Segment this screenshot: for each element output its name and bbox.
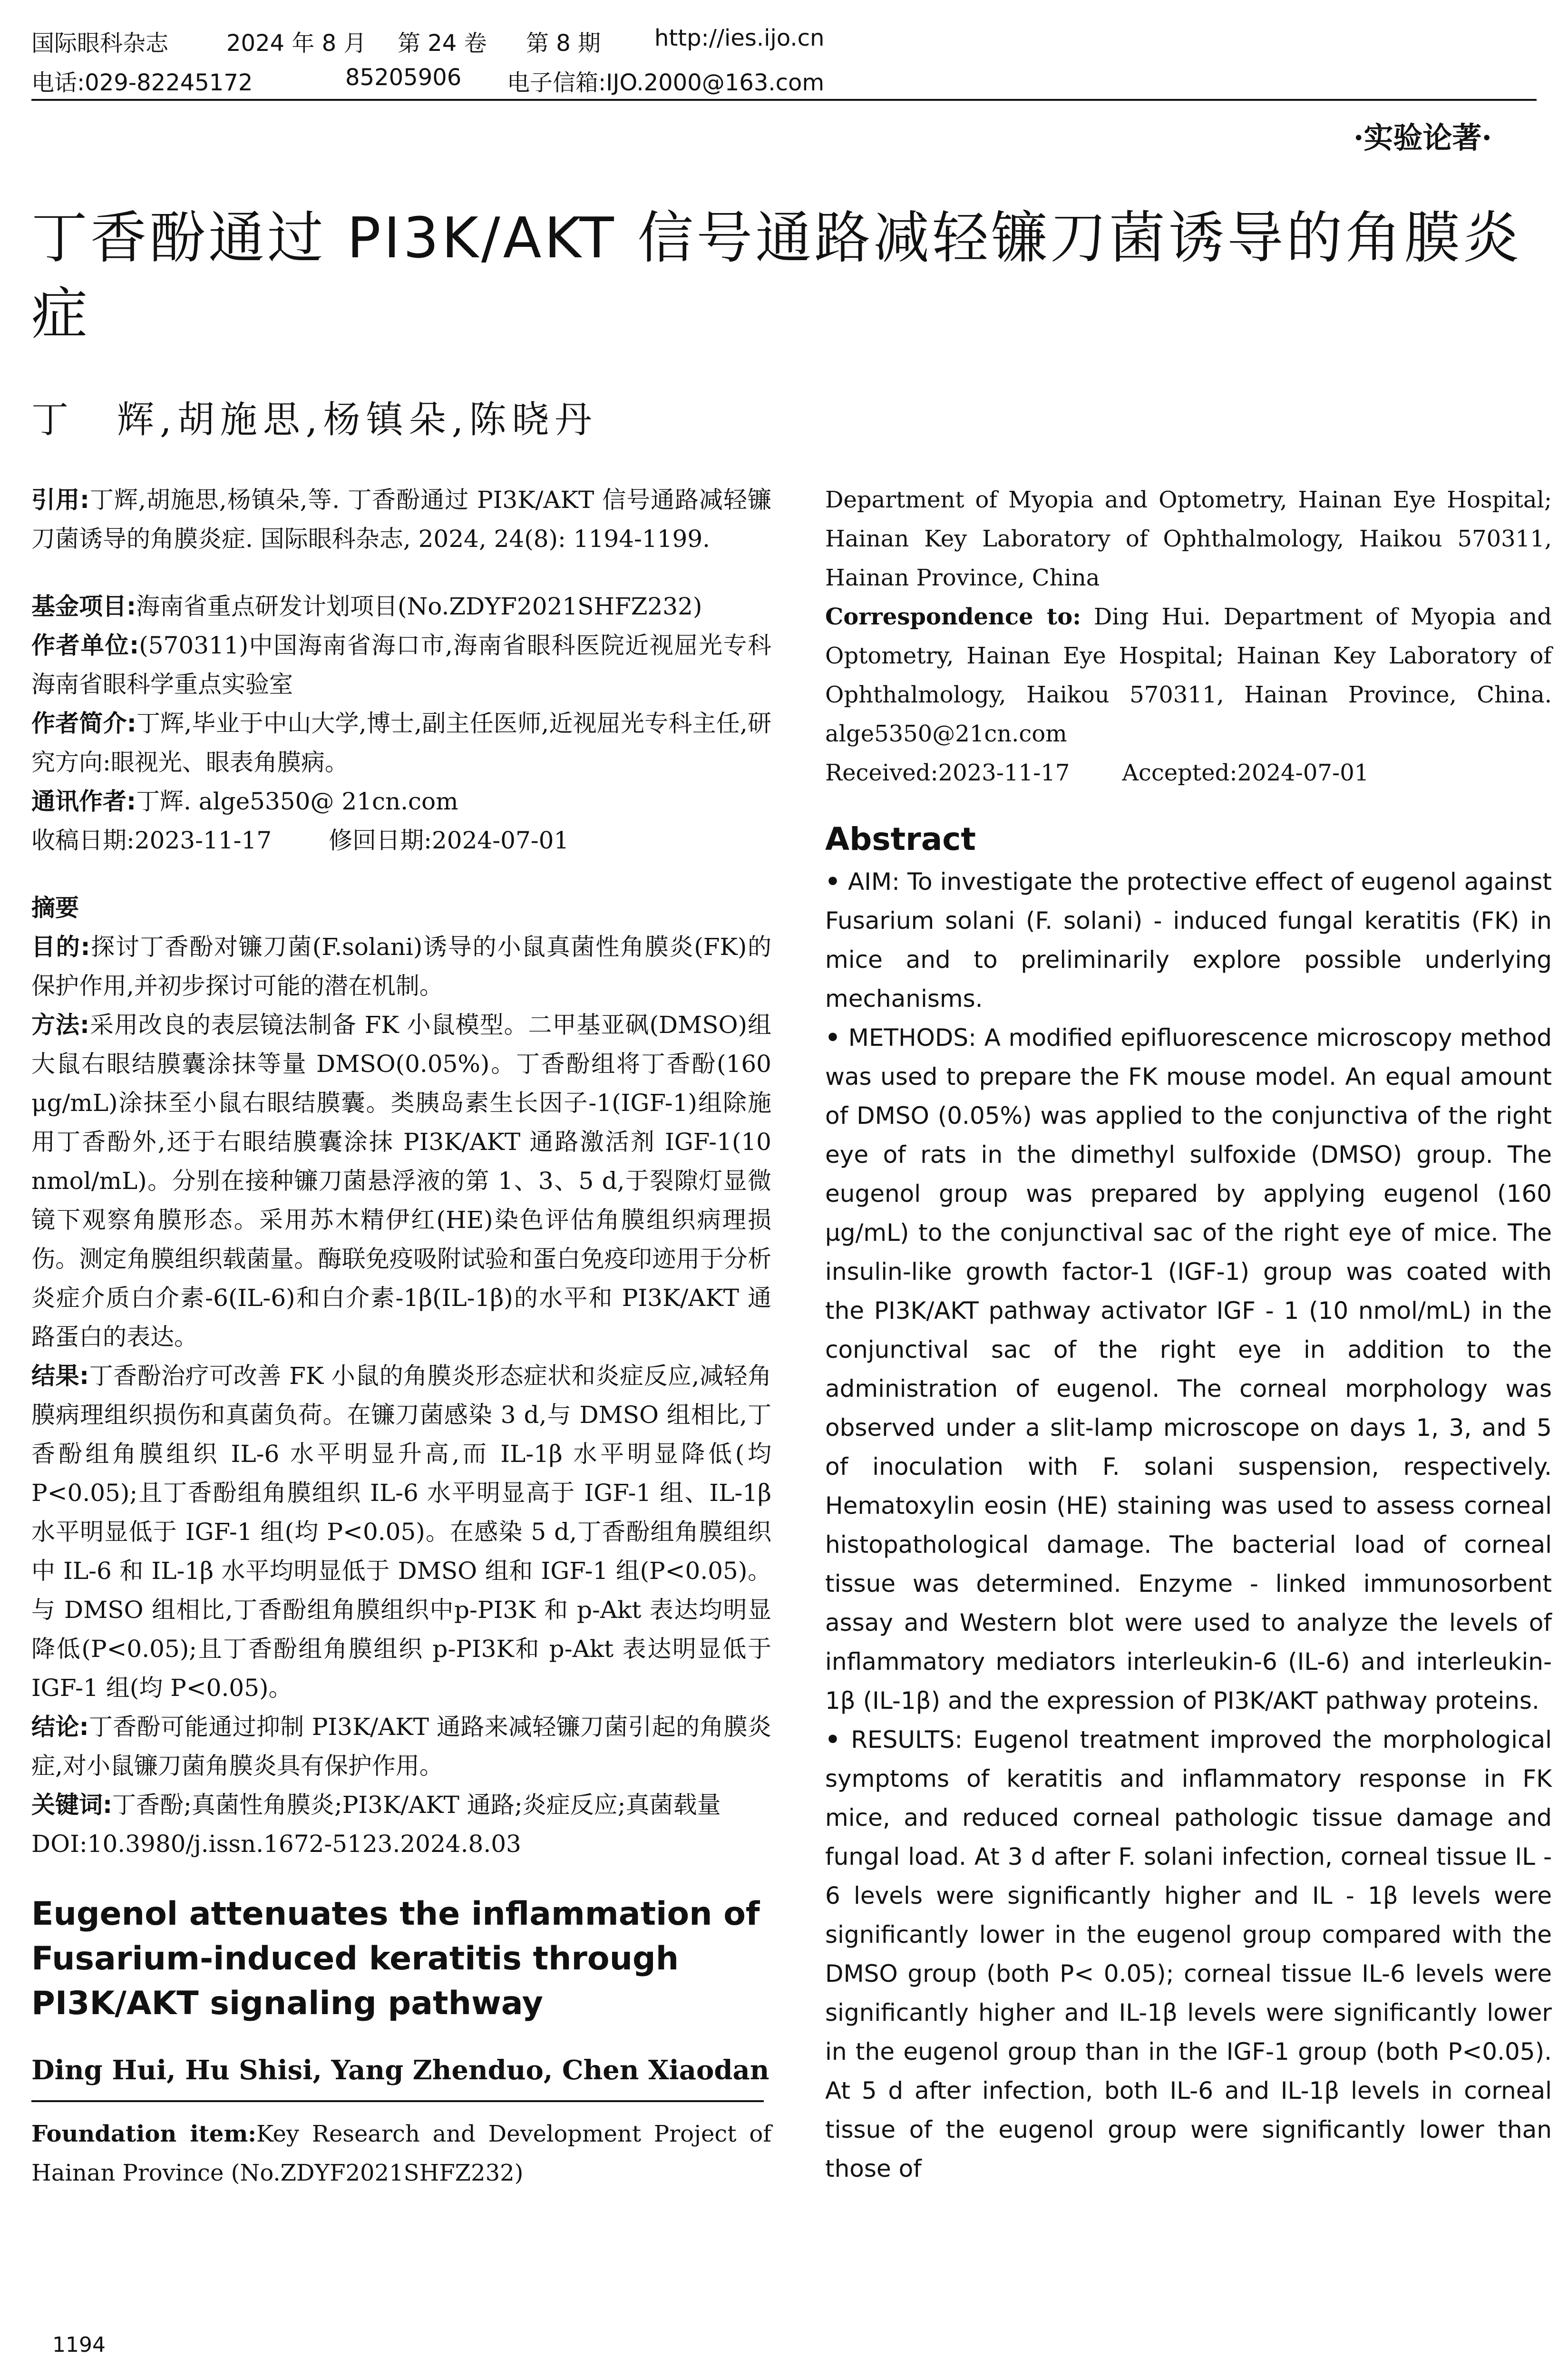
correspondence-en: Correspondence to: Ding Hui. Department of Myopia and Optometry, Hainan Eye Hospital; Hainan Key Laboratory of Ophthalmology, Haikou 570311, Hainan Province, China. alge5350@21cn.com [825,604,1552,747]
dates-cn: 收稿日期:2023-11-17 修回日期:2024-07-01 [31,827,569,854]
citation: 引用:丁辉,胡施思,杨镇朵,等. 丁香酚通过 PI3K/AKT 信号通路减轻镰刀菌诱导的角膜炎症. 国际眼科杂志, 2024, 24(8): 1194-1199. [31,486,771,553]
bullet-icon: • [825,1726,840,1754]
article-title-cn: 丁香酚通过 PI3K/AKT 信号通路减轻镰刀菌诱导的角膜炎症 [31,205,1522,347]
phone2: 85205906 [345,64,462,91]
journal-email[interactable]: 电子信箱:IJO.2000@163.com [507,69,825,96]
abstract-cn-conclusion: 结论:丁香酚可能通过抑制 PI3K/AKT 通路来减轻镰刀菌引起的角膜炎症,对小鼠镰刀菌角膜炎具有保护作用。 [31,1713,771,1780]
abstract-en-results: • RESULTS: Eugenol treatment improved the morphological symptoms of keratitis and inflammatory response in FK mice, and reduced corneal pathologic tissue damage and fungal load. At 3 d after F. solani infection, corneal tissue IL - 6 levels were significantly higher and IL - 1β levels were significantly lower in the eugenol group compared with the DMSO group (both P< 0.05); corneal tissue IL-6 levels were significantly higher and IL-1β levels were significantly lower in the eugenol group than in the IGF-1 group (both P<0.05). At 5 d after infection, both IL-6 and IL-1β levels in corneal tissue of the eugenol group were significantly lower than those of [825,1726,1552,2182]
author-bio: 作者简介:丁辉,毕业于中山大学,博士,副主任医师,近视屈光专科主任,研究方向:眼视光、眼表角膜病。 [31,710,771,776]
bullet-icon: • [825,1024,840,1052]
abstract-cn-aim: 目的:探讨丁香酚对镰刀菌(F.solani)诱导的小鼠真菌性角膜炎(FK)的保护作用,并初步探讨可能的潜在机制。 [31,933,771,1000]
section-tag: ·实验论著· [1353,120,1492,155]
abstract-en-aim: • AIM: To investigate the protective effect of eugenol against Fusarium solani (F. solani) - induced fungal keratitis (FK) in mice and to preliminarily explore possible underlying mechanisms. [825,868,1552,1013]
abstract-en-heading: Abstract [825,821,976,857]
authors-rule [31,2100,764,2102]
header-rule [31,99,1537,101]
phone: 电话:029-82245172 [31,69,253,96]
issue-date: 2024 年 8 月 [226,30,367,57]
abstract-cn-results: 结果:丁香酚治疗可改善 FK 小鼠的角膜炎形态症状和炎症反应,减轻角膜病理组织损伤和真菌负荷。在镰刀菌感染 3 d,与 DMSO 组相比,丁香酚组角膜组织 IL-6 水平明显升高,而 IL-1β 水平明显降低(均 P<0.05);且丁香酚组角膜组织 IL-6 水平明显高于 IGF-1 组、IL-1β 水平明显低于 IGF-1 组(均 P<0.05)。在感染 5 d,丁香酚组角膜组织中 IL-6 和 IL-1β 水平均明显低于 DMSO 组和 IGF-1 组(P<0.05)。与 DMSO 组相比,丁香酚组角膜组织中p-PI3K 和 p-Akt 表达均明显降低(P<0.05);且丁香酚组角膜组织 p-PI3K和 p-Akt 表达明显低于 IGF-1 组(均 P<0.05)。 [31,1362,771,1702]
left-column [31,480,771,2192]
affiliation-en: Department of Myopia and Optometry, Hainan Eye Hospital; Hainan Key Laboratory of Ophthalmology, Haikou 570311, Hainan Province, China [825,487,1552,591]
dates-en: Received:2023-11-17 Accepted:2024-07-01 [825,760,1369,786]
doi[interactable]: DOI:10.3980/j.issn.1672-5123.2024.8.03 [31,1830,521,1858]
journal-name: 国际眼科杂志 [31,30,169,57]
article-title-en: Eugenol attenuates the inflammation of Fusarium-induced keratitis through PI3K/AKT signaling pathway [31,1895,760,2022]
abstract-en-methods: • METHODS: A modified epifluorescence microscopy method was used to prepare the FK mouse model. An equal amount of DMSO (0.05%) was applied to the conjunctiva of the right eye of rats in the dimethyl sulfoxide (DMSO) group. The eugenol group was prepared by applying eugenol (160 μg/mL) to the conjunctival sac of the right eye of mice. The insulin-like growth factor-1 (IGF-1) group was coated with the PI3K/AKT pathway activator IGF - 1 (10 nmol/mL) in the conjunctival sac of the right eye in addition to the administration of eugenol. The corneal morphology was observed under a slit-lamp microscope on days 1, 3, and 5 of inoculation with F. solani suspension, respectively. Hematoxylin eosin (HE) staining was used to assess corneal histopathological damage. The bacterial load of corneal tissue was determined. Enzyme - linked immunosorbent assay and Western blot were used to analyze the levels of inflammatory mediators interleukin-6 (IL-6) and interleukin-1β (IL-1β) and the expression of PI3K/AKT pathway proteins. [825,1024,1552,1715]
right-column [825,480,1552,2188]
abstract-cn-methods: 方法:采用改良的表层镜法制备 FK 小鼠模型。二甲基亚砜(DMSO)组大鼠右眼结膜囊涂抹等量 DMSO(0.05%)。丁香酚组将丁香酚(160 μg/mL)涂抹至小鼠右眼结膜囊。类胰岛素生长因子-1(IGF-1)组除施用丁香酚外,还于右眼结膜囊涂抹 PI3K/AKT 通路激活剂 IGF-1(10 nmol/mL)。分别在接种镰刀菌悬浮液的第 1、3、5 d,于裂隙灯显微镜下观察角膜形态。采用苏木精伊红(HE)染色评估角膜组织病理损伤。测定角膜组织载菌量。酶联免疫吸附试验和蛋白免疫印迹用于分析炎症介质白介素-6(IL-6)和白介素-1β(IL-1β)的水平和 PI3K/AKT 通路蛋白的表达。 [31,1011,771,1351]
page-number: 1194 [52,2333,106,2357]
volume: 第 24 卷 [398,30,487,57]
bullet-icon: • [825,868,840,896]
foundation-item-en: Foundation item:Key Research and Development Project of Hainan Province (No.ZDYF2021SHFZ232) [31,2121,771,2186]
authors-en: Ding Hui, Hu Shisi, Yang Zhenduo, Chen Xiaodan [31,2055,769,2086]
journal-url[interactable]: http://ies.ijo.cn [654,25,825,51]
abstract-cn-heading: 摘要 [31,894,79,922]
authors-cn: 丁 辉,胡施思,杨镇朵,陈晓丹 [31,399,598,441]
issue-number: 第 8 期 [526,30,601,57]
keywords-cn: 关键词:丁香酚;真菌性角膜炎;PI3K/AKT 通路;炎症反应;真菌载量 [31,1791,721,1819]
author-unit: 作者单位:(570311)中国海南省海口市,海南省眼科医院近视屈光专科 海南省眼科学重点实验室 [31,632,771,698]
fund-info: 基金项目:海南省重点研发计划项目(No.ZDYF2021SHFZ232) [31,593,702,620]
corresponding-author: 通讯作者:丁辉. alge5350@ 21cn.com [31,788,458,815]
